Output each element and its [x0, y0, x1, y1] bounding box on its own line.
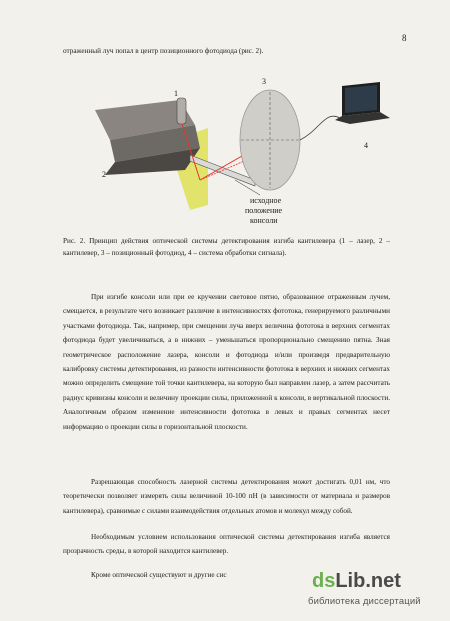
- paragraph-1: При изгибе консоли или при ее кручении световое пятно, образованное отраженным лучем, смещается, в результате чего возникает различие в интенсивностях фототока, генерируемого различными участками фотодиода. Так, например, при смещении луча вверх величина фототока в верхних сегментах фотодиода будет увеличиваться, а в нижних – уменьшаться пропорционально смещению пятна. Зная геометрическое расположение лазера, консоли и фотодиода и/или произведя предварительную калибровку системы детектирования, из разности интенсивности фототока в верхних и нижних сегментах можно определить смещение той точки кантилевера, на которую был направлен лазер, а затем рассчитать радиус кривизны консоли и величину проекции силы, приложенной к консоли, в вертикальной плоскости. Аналогичным образом изменение интенсивности фототока в левых и правых сегментах несет информацию о проекции силы в горизонтальной плоскости.: [63, 293, 390, 431]
- page-number: 8: [402, 33, 407, 43]
- figure-label-3: 3: [262, 77, 266, 86]
- figure-label-2: 2: [102, 170, 106, 179]
- paragraph-3: Необходимым условием использования оптической системы детектирования изгиба является прозрачность среды, в которой находится кантилевер.: [63, 533, 390, 556]
- paragraph-2: Разрешающая способность лазерной системы детектирования может достигать 0,01 нм, что теоретически позволяет измерять силы величиной 10-100 пН (в зависимости от материала и размеров кантилевера), сравнимые с силами взаимодействия отдельных атомов и молекул между собой.: [63, 478, 390, 515]
- figure-label-4: 4: [364, 141, 368, 150]
- position-photodiode: [240, 90, 300, 190]
- initial-position-label-1: исходное: [250, 196, 282, 205]
- initial-position-label-2: положение: [245, 206, 283, 215]
- paragraph-4: Кроме оптической существуют и другие сис: [91, 571, 227, 579]
- figure-caption: Рис. 2. Принцип действия оптической системы детектирования изгиба кантилевера (1 – лазер, 2 – кантилевер, 3 – позиционный фотодиод, 4 – система обработки сигнала).: [63, 237, 390, 258]
- watermark-brand-dark: Lib.net: [335, 570, 401, 592]
- text-line-top: отраженный луч попал в центр позиционного фотодиода (рис. 2).: [63, 47, 264, 55]
- watermark-brand-green: ds: [312, 570, 336, 592]
- laser: [177, 98, 186, 124]
- figure-label-1: 1: [174, 89, 178, 98]
- watermark-subtitle: библиотека диссертаций: [308, 595, 421, 606]
- dslib-watermark: [300, 568, 448, 616]
- signal-cable: [300, 116, 340, 140]
- figure-afm-optical-system: [60, 70, 400, 230]
- initial-position-label-3: консоли: [250, 216, 278, 225]
- watermark-logo: [312, 570, 401, 593]
- laptop-computer: [335, 82, 390, 124]
